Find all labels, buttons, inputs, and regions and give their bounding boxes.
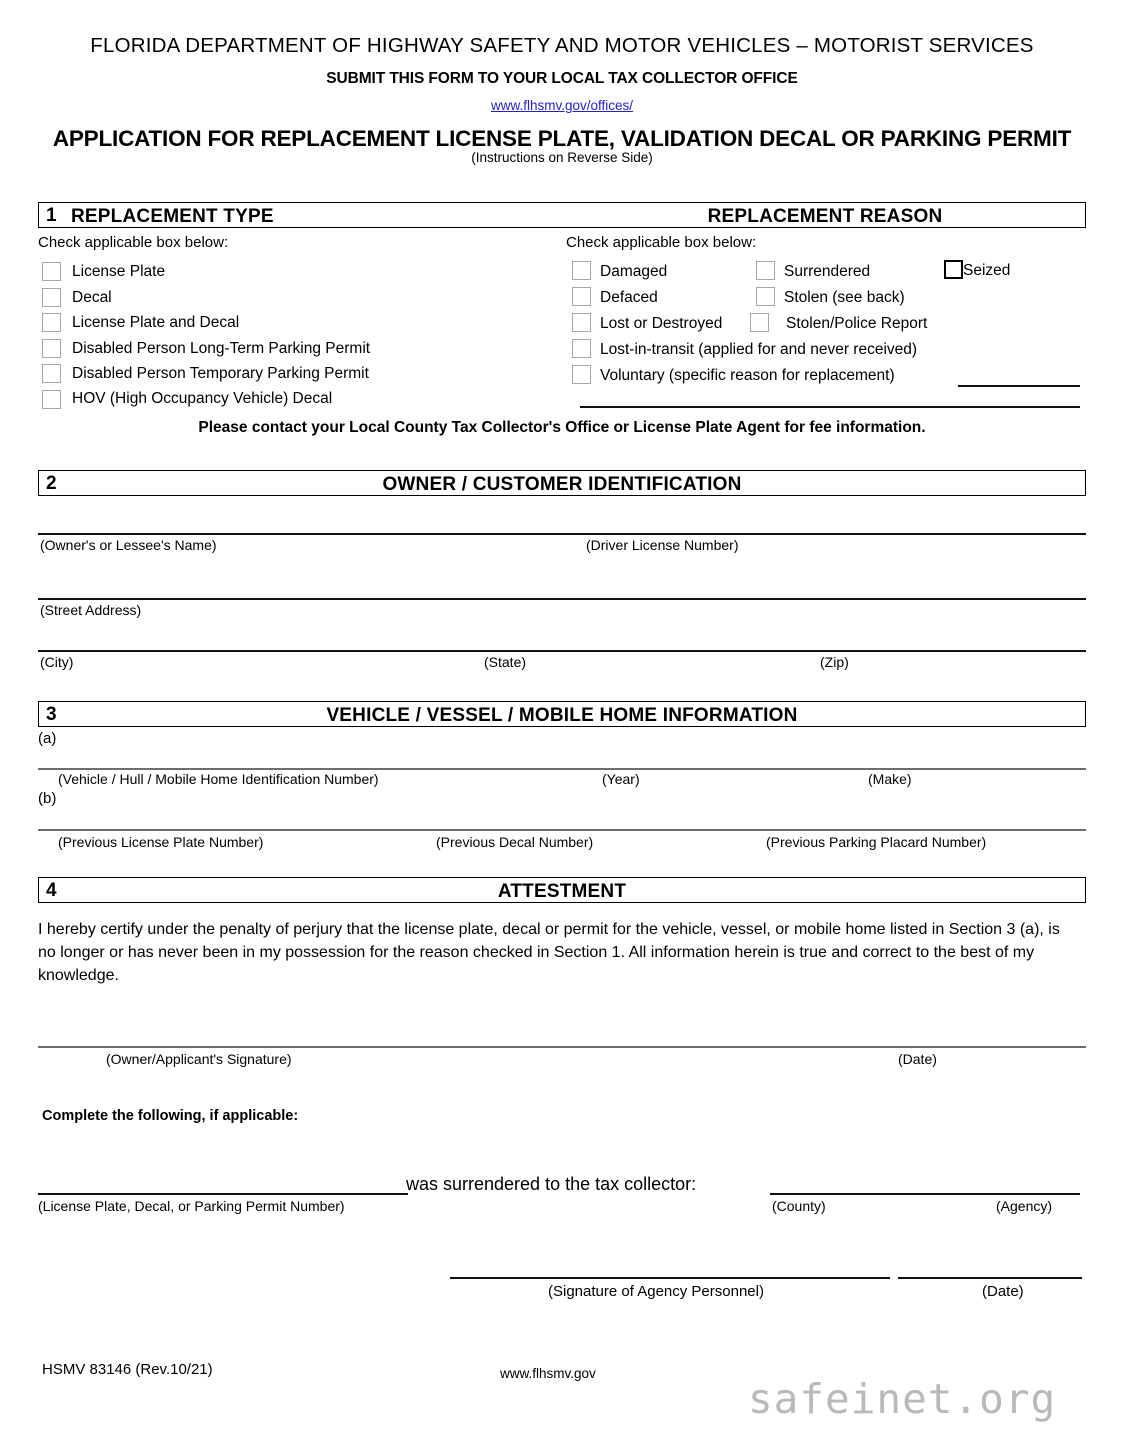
field-label-agency-date: (Date) [982,1283,1024,1300]
section1-title-left: REPLACEMENT TYPE [71,206,274,227]
offices-link[interactable]: www.flhsmv.gov/offices/ [490,98,634,113]
label-disabled-long-term: Disabled Person Long-Term Parking Permit [72,340,371,357]
section3-title: VEHICLE / VESSEL / MOBILE HOME INFORMATION [326,705,798,726]
label-decal: Decal [72,289,112,306]
checkbox-disabled-temporary[interactable] [42,364,61,383]
field-label-city: (City) [40,654,74,670]
section2-title: OWNER / CUSTOMER IDENTIFICATION [382,474,742,495]
label-defaced: Defaced [600,289,658,306]
surrendered-text: was surrendered to the tax collector: [406,1174,697,1194]
checkbox-stolen-see-back[interactable] [756,287,775,306]
checkbox-decal[interactable] [42,288,61,307]
field-label-county: (County) [772,1198,826,1214]
label-license-plate: License Plate [72,263,166,280]
vin-year-make-line[interactable] [38,768,1086,770]
checkbox-stolen-police-report[interactable] [750,313,769,332]
field-label-previous-plate: (Previous License Plate Number) [58,834,264,850]
field-label-vin: (Vehicle / Hull / Mobile Home Identification Number) [58,771,379,787]
field-label-agency-signature: (Signature of Agency Personnel) [548,1283,764,1300]
label-seized: Seized [963,262,1011,279]
surrendered-plate-line[interactable] [38,1193,408,1195]
agency-block-heading: Complete the following, if applicable: [42,1108,299,1124]
section1-header-bar [38,202,1086,228]
checkbox-surrendered[interactable] [756,261,775,280]
city-state-zip-line[interactable] [38,650,1086,652]
voluntary-reason-line[interactable] [958,385,1080,387]
field-label-driver-license: (Driver License Number) [586,537,739,553]
street-address-line[interactable] [38,598,1086,600]
form-title: APPLICATION FOR REPLACEMENT LICENSE PLATE, VALIDATION DECAL OR PARKING PERMIT [52,126,1072,151]
field-label-applicant-date: (Date) [898,1051,937,1067]
checkbox-damaged[interactable] [572,261,591,280]
section4-number: 4 [46,880,57,901]
field-label-street-address: (Street Address) [40,602,142,618]
section4-header-bar [38,877,1086,903]
checkbox-seized[interactable] [944,260,963,279]
form-id: HSMV 83146 (Rev.10/21) [42,1361,213,1378]
field-label-previous-decal: (Previous Decal Number) [436,834,594,850]
voluntary-reason-line-2[interactable] [580,406,1080,408]
county-agency-line[interactable] [770,1193,1080,1195]
agency-date-line[interactable] [898,1277,1082,1279]
label-hov-decal: HOV (High Occupancy Vehicle) Decal [72,390,333,407]
label-license-plate-and-decal: License Plate and Decal [72,314,240,331]
field-label-state: (State) [484,654,527,670]
attestment-body: I hereby certify under the penalty of perjury that the license plate, decal or permit for the vehicle, vessel, or mobile home listed in Section 3 (a), is no longer or has never been in my possession for the reason checked in Section 1. All information herein is true and correct to the best of my knowledge. [38,921,1060,984]
name-dl-line[interactable] [38,533,1086,535]
field-label-surrendered-plate: (License Plate, Decal, or Parking Permit Number) [38,1198,345,1214]
field-label-applicant-signature: (Owner/Applicant's Signature) [106,1051,292,1067]
checkbox-lost-or-destroyed[interactable] [572,313,591,332]
section2-header-bar [38,470,1086,496]
field-label-previous-placard: (Previous Parking Placard Number) [766,834,987,850]
label-stolen-police-report: Stolen/Police Report [786,315,928,332]
checkbox-disabled-long-term[interactable] [42,339,61,358]
row-b-label: (b) [38,790,57,807]
agency-header: FLORIDA DEPARTMENT OF HIGHWAY SAFETY AND MOTOR VEHICLES – MOTORIST SERVICES [90,34,1034,57]
checkbox-license-plate-and-decal[interactable] [42,313,61,332]
offices-link-wrap [0,98,1124,113]
row-a-label: (a) [38,730,57,747]
checkbox-defaced[interactable] [572,287,591,306]
previous-numbers-line[interactable] [38,829,1086,831]
label-voluntary: Voluntary (specific reason for replacement) [600,367,895,384]
section4-title: ATTESTMENT [497,881,627,902]
section1-number: 1 [46,205,57,226]
form-subtitle: (Instructions on Reverse Side) [471,150,653,165]
label-lost-or-destroyed: Lost or Destroyed [600,315,723,332]
applicant-signature-line[interactable] [38,1046,1086,1048]
field-label-owner-name: (Owner's or Lessee's Name) [40,537,217,553]
section1-instruction-right: Check applicable box below: [566,234,757,251]
field-label-zip: (Zip) [820,654,849,670]
label-surrendered: Surrendered [784,263,871,280]
footer-website: www.flhsmv.gov [500,1366,596,1381]
field-label-agency: (Agency) [996,1198,1053,1214]
agency-signature-line[interactable] [450,1277,890,1279]
field-label-make: (Make) [868,771,912,787]
section3-header-bar [38,701,1086,727]
section2-number: 2 [46,473,57,494]
section3-number: 3 [46,704,57,725]
checkbox-lost-in-transit[interactable] [572,339,591,358]
label-stolen-see-back: Stolen (see back) [784,289,905,306]
checkbox-hov-decal[interactable] [42,390,61,409]
checkbox-license-plate[interactable] [42,262,61,281]
label-lost-in-transit: Lost-in-transit (applied for and never received) [600,341,918,358]
label-damaged: Damaged [600,263,668,280]
section1-instruction-left: Check applicable box below: [38,234,229,251]
section1-title-right: REPLACEMENT REASON [707,206,943,227]
checkbox-voluntary[interactable] [572,365,591,384]
fee-information-note: Please contact your Local County Tax Collector's Office or License Plate Agent for fee information. [198,419,926,436]
label-disabled-temporary: Disabled Person Temporary Parking Permit [72,365,369,382]
field-label-year: (Year) [602,771,640,787]
watermark: safeinet.org [748,1375,1057,1423]
submit-instruction: SUBMIT THIS FORM TO YOUR LOCAL TAX COLLECTOR OFFICE [326,70,798,87]
